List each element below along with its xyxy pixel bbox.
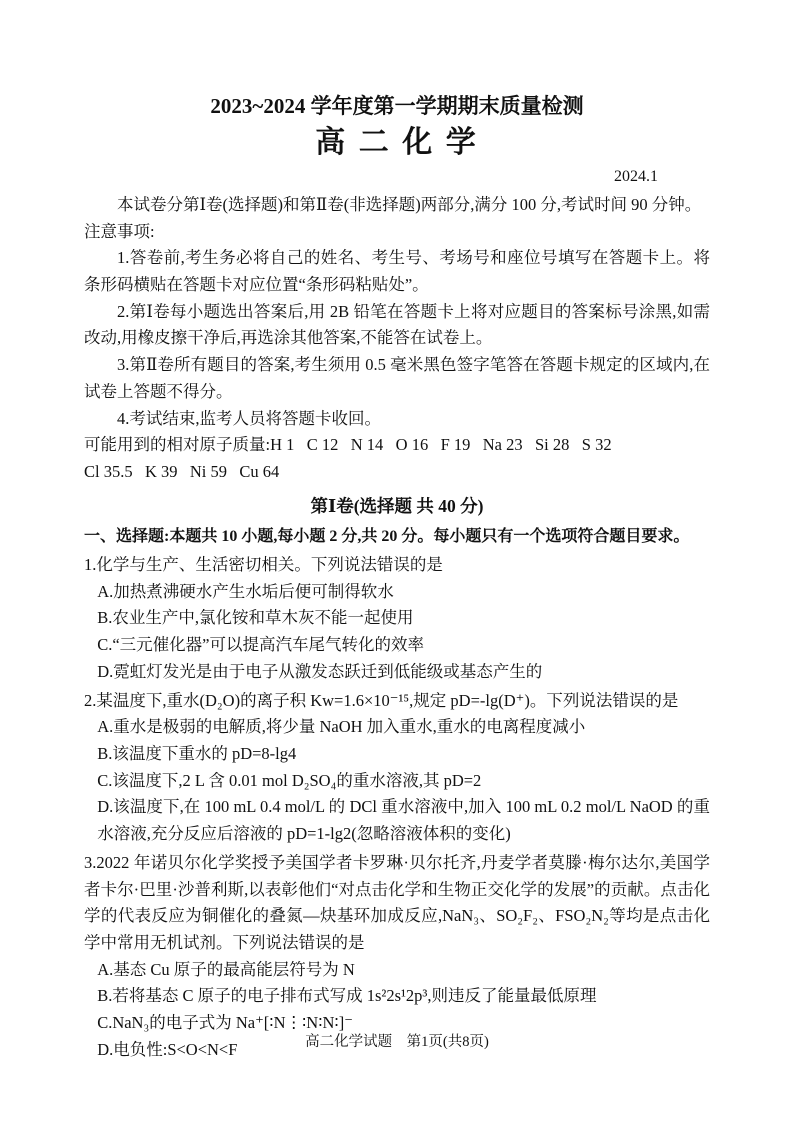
notice-item-3: 3.第Ⅱ卷所有题目的答案,考生须用 0.5 毫米黑色签字笔答在答题卡规定的区域内,在试卷上答题不得分。 [84,355,710,401]
notice-item-4: 4.考试结束,监考人员将答题卡收回。 [117,408,381,428]
atomic-mass-line-1: 可能用到的相对原子质量:H 1 C 12 N 14 O 16 F 19 Na 23 Si 28 S 32 [84,435,612,455]
question-2-option-b: B.该温度下重水的 pD=8-lg4 [97,743,297,763]
exam-subject: 高 二 化 学 [315,126,479,160]
question-3-option-b: B.若将基态 C 原子的电子排布式写成 1s²2s¹2p³,则违反了能量最低原理 [97,986,597,1006]
notice-item-1: 1.答卷前,考生务必将自己的姓名、考生号、考场号和座位号填写在答题卡上。将条形码横贴在答题卡对应位置“条形码粘贴处”。 [84,248,710,294]
notice-item-2: 2.第Ⅰ卷每小题选出答案后,用 2B 铅笔在答题卡上将对应题目的答案标号涂黑,如需改动,用橡皮擦干净后,再选涂其他答案,不能答在试卷上。 [84,301,710,348]
question-3-option-d: D.电负性:S<O<N<F [97,1039,238,1059]
question-2-option-a: A.重水是极弱的电解质,将少量 NaOH 加入重水,重水的电离程度减小 [97,717,586,737]
page-footer: 高二化学试题 第1页(共8页) [305,1033,489,1050]
question-3-option-c: C.NaN₃的电子式为 Na⁺[∶N⋮∶N∶N∶]⁻ [97,1013,353,1033]
intro-paragraph: 本试卷分第Ⅰ卷(选择题)和第Ⅱ卷(非选择题)两部分,满分 100 分,考试时间 90 分钟。 [117,194,702,214]
exam-title: 2023~2024 学年度第一学期期末质量检测 [210,94,584,118]
question-1-option-b: B.农业生产中,氯化铵和草木灰不能一起使用 [97,608,414,628]
question-2 [84,688,710,848]
question-3-option-a: A.基态 Cu 原子的最高能层符号为 N [97,959,355,979]
section-1-title: 第Ⅰ卷(选择题 共 40 分) [310,495,484,516]
question-1-stem: 1.化学与生产、生活密切相关。下列说法错误的是 [84,554,443,574]
section-1-instruction: 一、选择题:本题共 10 小题,每小题 2 分,共 20 分。每小题只有一个选项符合题目要求。 [84,528,690,546]
question-1-option-d: D.霓虹灯发光是由于电子从激发态跃迁到低能级或基态产生的 [97,661,543,681]
notice-heading: 注意事项: [84,221,155,241]
question-1 [84,552,710,686]
question-2-option-d: D.该温度下,在 100 mL 0.4 mol/L 的 DCl 重水溶液中,加入 100 mL 0.2 mol/L NaOD 的重水溶液,充分反应后溶液的 pD=1-lg2(忽略溶液体积的变化) [97,797,710,844]
question-2-option-c: C.该温度下,2 L 含 0.01 mol D₂SO₄的重水溶液,其 pD=2 [97,770,482,790]
atomic-mass-line-2: Cl 35.5 K 39 Ni 59 Cu 64 [84,461,280,481]
question-2-stem: 2.某温度下,重水(D₂O)的离子积 Kw=1.6×10⁻¹⁵,规定 pD=-lg(D⁺)。下列说法错误的是 [84,690,679,710]
question-3-stem: 3.2022 年诺贝尔化学奖授予美国学者卡罗琳·贝尔托齐,丹麦学者莫滕·梅尔达尔,美国学者卡尔·巴里·沙普利斯,以表彰他们“对点击化学和生物正交化学的发展”的贡献。点击化学的代表反应为铜催化的叠氮—炔基环加成反应,NaN₃、SO₂F₂、FSO₂N₂等均是点击化学中常用无机试剂。下列说法错误的是 [84,852,710,953]
question-1-option-c: C.“三元催化器”可以提高汽车尾气转化的效率 [97,635,424,655]
question-1-option-a: A.加热煮沸硬水产生水垢后便可制得软水 [97,581,394,601]
exam-date: 2024.1 [614,167,658,185]
